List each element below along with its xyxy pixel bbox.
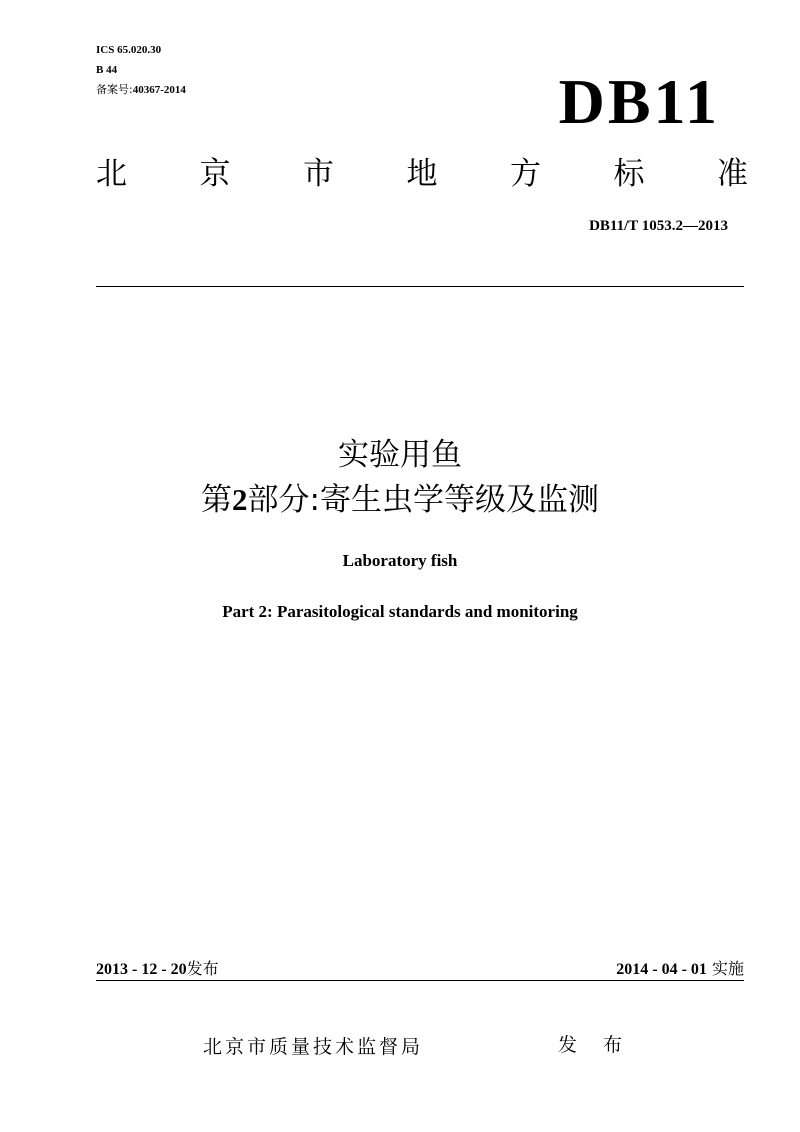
ccs-code: B 44: [96, 64, 118, 76]
standard-type-char: 准: [717, 156, 748, 192]
header-divider: [96, 286, 744, 287]
standard-number: DB11/T 1053.2—2013: [589, 218, 728, 234]
issue-date: [96, 958, 219, 981]
footer-divider: [96, 980, 744, 981]
implement-date-value: 2014 - 04 - 01: [616, 961, 707, 978]
ics-code: ICS 65.020.30: [96, 44, 162, 56]
title-part-number: 2: [232, 482, 248, 517]
title-part-suffix: 部分:寄生虫学等级及监测: [247, 482, 599, 518]
implement-date-label: 实施: [711, 959, 744, 978]
issue-date-value: 2013 - 12 - 20: [96, 961, 187, 978]
standard-type-char: 标: [613, 156, 645, 192]
standard-type-char: 市: [303, 156, 334, 192]
standard-type-char: 京: [199, 156, 231, 192]
title-en-line2: Part 2: Parasitological standards and monitoring: [222, 602, 578, 621]
db11-logo-code: DB11: [558, 66, 720, 137]
standard-type-char: 北: [96, 156, 127, 192]
title-part-prefix: 第: [201, 482, 233, 518]
title-zh-line1: 实验用鱼: [338, 437, 462, 473]
standard-type-char: 地: [406, 156, 438, 192]
issue-date-label: 发布: [186, 959, 219, 978]
classification-codes: [96, 40, 186, 100]
filing-number: [96, 80, 186, 100]
filing-label: 备案号:: [96, 83, 133, 96]
standard-type-char: 方: [510, 156, 541, 192]
title-en-line1: Laboratory fish: [342, 551, 458, 570]
standard-type: [96, 152, 748, 196]
publisher-name: 北京市质量技术监督局: [203, 1036, 424, 1058]
filing-value: 40367-2014: [132, 84, 186, 96]
publisher-action: 发 布: [558, 1034, 633, 1056]
implement-date: [616, 958, 744, 981]
title-zh-line2: [0, 479, 800, 521]
